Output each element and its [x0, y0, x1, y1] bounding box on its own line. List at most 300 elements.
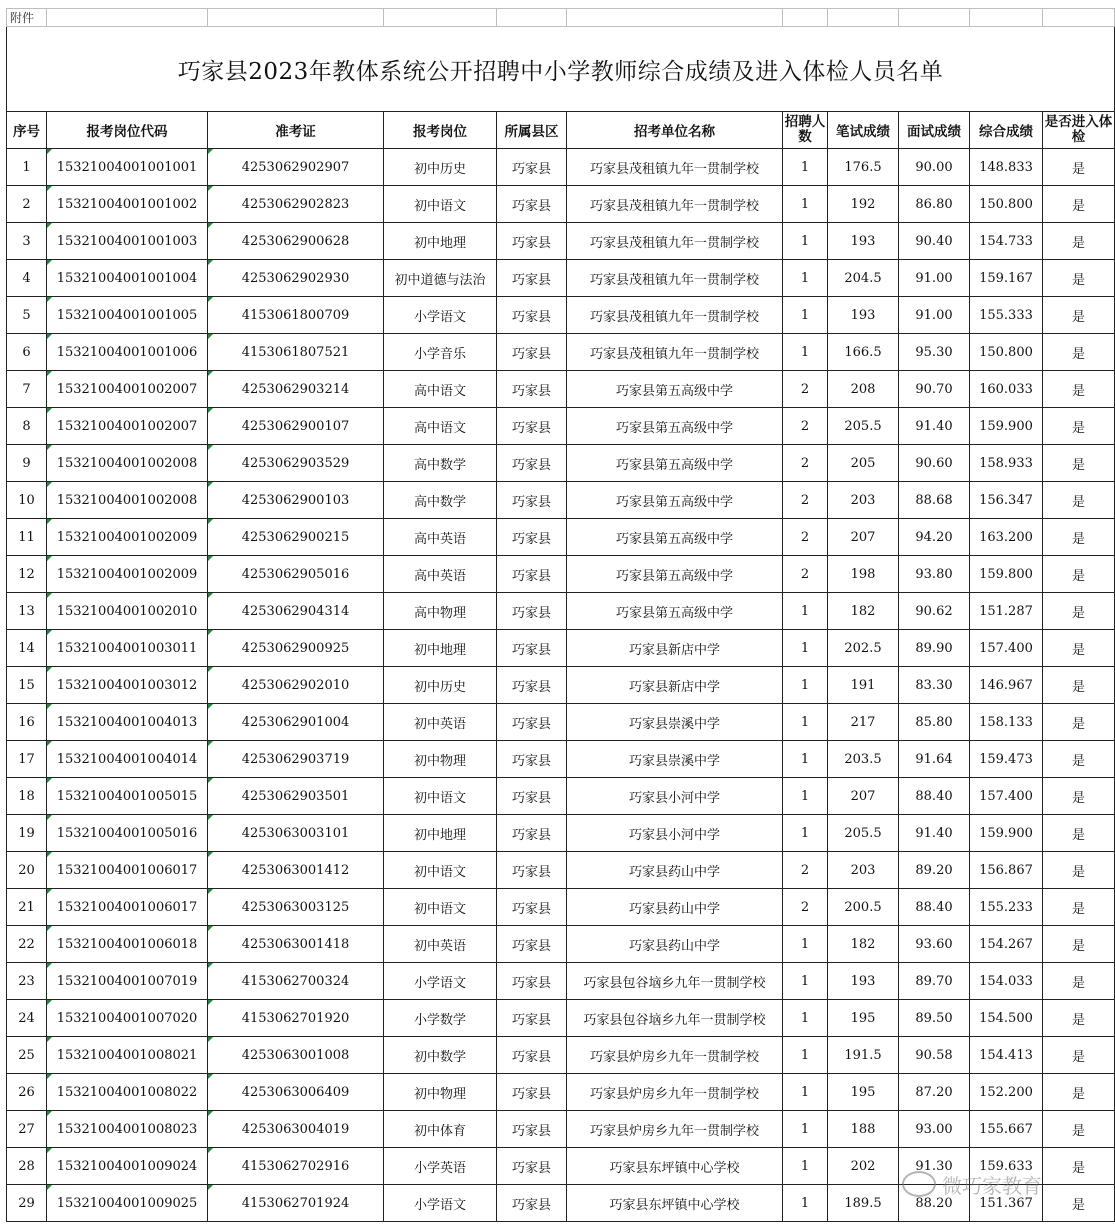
cell-ticket: 4253062903529 [208, 445, 384, 482]
cell-interview: 86.80 [899, 186, 970, 223]
cell-quota: 1 [783, 1000, 828, 1037]
cell-quota: 1 [783, 149, 828, 186]
cell-unit: 巧家县药山中学 [567, 926, 783, 963]
cell-unit: 巧家县第五高级中学 [567, 482, 783, 519]
cell-seq: 3 [7, 223, 47, 260]
cell-ticket: 4253062905016 [208, 556, 384, 593]
cell-unit: 巧家县包谷垴乡九年一贯制学校 [567, 1000, 783, 1037]
cell-interview: 88.20 [899, 1185, 970, 1222]
cell-post: 初中数学 [384, 1037, 497, 1074]
cell-written: 176.5 [828, 149, 899, 186]
cell-medical: 是 [1043, 667, 1115, 704]
cell-medical: 是 [1043, 1037, 1115, 1074]
cell-post-code: 15321004001001005 [47, 297, 208, 334]
table-row [7, 741, 1115, 778]
cell-ticket: 4253063003101 [208, 815, 384, 852]
cell-medical: 是 [1043, 630, 1115, 667]
cell-post: 初中体育 [384, 1111, 497, 1148]
cell-post: 初中物理 [384, 741, 497, 778]
cell-ticket: 4153062700324 [208, 963, 384, 1000]
cell-unit: 巧家县茂租镇九年一贯制学校 [567, 186, 783, 223]
cell-medical: 是 [1043, 778, 1115, 815]
cell-unit: 巧家县茂租镇九年一贯制学校 [567, 149, 783, 186]
cell-total: 157.400 [970, 778, 1043, 815]
cell-written: 193 [828, 963, 899, 1000]
cell-post-code: 15321004001006017 [47, 852, 208, 889]
cell-medical: 是 [1043, 926, 1115, 963]
cell-post: 高中英语 [384, 556, 497, 593]
cell-interview: 94.20 [899, 519, 970, 556]
cell-post: 初中地理 [384, 630, 497, 667]
cell-post-code: 15321004001002008 [47, 482, 208, 519]
cell-interview: 83.30 [899, 667, 970, 704]
cell-post-code: 15321004001003011 [47, 630, 208, 667]
cell-county: 巧家县 [497, 630, 567, 667]
table-row [7, 889, 1115, 926]
table-row [7, 704, 1115, 741]
cell-post-code: 15321004001005015 [47, 778, 208, 815]
cell-ticket: 4153061800709 [208, 297, 384, 334]
cell-ticket: 4153061807521 [208, 334, 384, 371]
cell-unit: 巧家县崇溪中学 [567, 704, 783, 741]
cell-quota: 2 [783, 371, 828, 408]
cell-post: 初中地理 [384, 223, 497, 260]
cell-medical: 是 [1043, 593, 1115, 630]
cell-interview: 89.90 [899, 630, 970, 667]
cell-post-code: 15321004001008022 [47, 1074, 208, 1111]
header-quota: 招聘人数 [783, 112, 828, 149]
cell-county: 巧家县 [497, 519, 567, 556]
cell-written: 182 [828, 926, 899, 963]
cell-interview: 89.20 [899, 852, 970, 889]
cell-unit: 巧家县东坪镇中心学校 [567, 1148, 783, 1185]
cell-post-code: 15321004001002010 [47, 593, 208, 630]
cell-interview: 91.00 [899, 260, 970, 297]
cell-seq: 11 [7, 519, 47, 556]
cell-post-code: 15321004001002007 [47, 408, 208, 445]
cell-written: 208 [828, 371, 899, 408]
cell-total: 148.833 [970, 149, 1043, 186]
cell-county: 巧家县 [497, 445, 567, 482]
cell-seq: 13 [7, 593, 47, 630]
cell-seq: 23 [7, 963, 47, 1000]
cell-county: 巧家县 [497, 149, 567, 186]
cell-post-code: 15321004001006017 [47, 889, 208, 926]
cell-seq: 7 [7, 371, 47, 408]
cell-interview: 90.60 [899, 445, 970, 482]
cell-county: 巧家县 [497, 778, 567, 815]
cell-total: 150.800 [970, 334, 1043, 371]
cell-ticket: 4253062900925 [208, 630, 384, 667]
cell-post: 小学英语 [384, 1148, 497, 1185]
cell-written: 182 [828, 593, 899, 630]
table-row [7, 334, 1115, 371]
cell-total: 154.733 [970, 223, 1043, 260]
cell-seq: 9 [7, 445, 47, 482]
cell-medical: 是 [1043, 852, 1115, 889]
cell-post: 小学语文 [384, 1185, 497, 1222]
cell-interview: 93.80 [899, 556, 970, 593]
cell-interview: 91.00 [899, 297, 970, 334]
cell-county: 巧家县 [497, 186, 567, 223]
cell-interview: 91.64 [899, 741, 970, 778]
cell-post-code: 15321004001002008 [47, 445, 208, 482]
cell-post-code: 15321004001002009 [47, 519, 208, 556]
cell-ticket: 4253062902930 [208, 260, 384, 297]
cell-post: 初中地理 [384, 815, 497, 852]
cell-post: 高中数学 [384, 445, 497, 482]
cell-unit: 巧家县茂租镇九年一贯制学校 [567, 260, 783, 297]
cell-post: 小学语文 [384, 963, 497, 1000]
cell-post-code: 15321004001001002 [47, 186, 208, 223]
cell-seq: 16 [7, 704, 47, 741]
cell-interview: 91.40 [899, 815, 970, 852]
cell-seq: 14 [7, 630, 47, 667]
cell-post: 初中语文 [384, 889, 497, 926]
cell-seq: 8 [7, 408, 47, 445]
table-row [7, 852, 1115, 889]
table-row [7, 1000, 1115, 1037]
cell-post: 初中物理 [384, 1074, 497, 1111]
cell-written: 193 [828, 297, 899, 334]
table-row [7, 1185, 1115, 1222]
cell-total: 159.900 [970, 408, 1043, 445]
cell-seq: 28 [7, 1148, 47, 1185]
header-row [7, 112, 1115, 149]
cell-post-code: 15321004001004014 [47, 741, 208, 778]
cell-interview: 85.80 [899, 704, 970, 741]
cell-unit: 巧家县茂租镇九年一贯制学校 [567, 297, 783, 334]
cell-quota: 1 [783, 186, 828, 223]
cell-written: 200.5 [828, 889, 899, 926]
cell-quota: 2 [783, 482, 828, 519]
cell-written: 191 [828, 667, 899, 704]
cell-seq: 2 [7, 186, 47, 223]
cell-quota: 1 [783, 1111, 828, 1148]
cell-total: 156.867 [970, 852, 1043, 889]
cell-quota: 1 [783, 593, 828, 630]
cell-interview: 91.40 [899, 408, 970, 445]
cell-seq: 27 [7, 1111, 47, 1148]
cell-written: 207 [828, 778, 899, 815]
table-row [7, 593, 1115, 630]
cell-seq: 17 [7, 741, 47, 778]
cell-ticket: 4253062903214 [208, 371, 384, 408]
cell-county: 巧家县 [497, 667, 567, 704]
header-seq: 序号 [7, 112, 47, 149]
cell-interview: 90.58 [899, 1037, 970, 1074]
cell-medical: 是 [1043, 186, 1115, 223]
cell-seq: 4 [7, 260, 47, 297]
cell-post-code: 15321004001009024 [47, 1148, 208, 1185]
cell-written: 166.5 [828, 334, 899, 371]
cell-post-code: 15321004001003012 [47, 667, 208, 704]
header-unit: 招考单位名称 [567, 112, 783, 149]
cell-seq: 29 [7, 1185, 47, 1222]
cell-medical: 是 [1043, 408, 1115, 445]
header-county: 所属县区 [497, 112, 567, 149]
cell-interview: 95.30 [899, 334, 970, 371]
table-row [7, 556, 1115, 593]
cell-post: 高中语文 [384, 371, 497, 408]
cell-county: 巧家县 [497, 1148, 567, 1185]
cell-post-code: 15321004001001004 [47, 260, 208, 297]
cell-post: 初中英语 [384, 704, 497, 741]
cell-quota: 1 [783, 223, 828, 260]
cell-quota: 1 [783, 704, 828, 741]
cell-written: 189.5 [828, 1185, 899, 1222]
table-row [7, 519, 1115, 556]
table-row [7, 371, 1115, 408]
table-row [7, 149, 1115, 186]
cell-total: 152.200 [970, 1074, 1043, 1111]
cell-seq: 26 [7, 1074, 47, 1111]
cell-medical: 是 [1043, 1074, 1115, 1111]
cell-ticket: 4253062904314 [208, 593, 384, 630]
cell-total: 155.233 [970, 889, 1043, 926]
cell-medical: 是 [1043, 889, 1115, 926]
table-row [7, 1148, 1115, 1185]
cell-county: 巧家县 [497, 1037, 567, 1074]
cell-total: 158.933 [970, 445, 1043, 482]
cell-post: 高中数学 [384, 482, 497, 519]
cell-unit: 巧家县第五高级中学 [567, 519, 783, 556]
cell-post: 初中语文 [384, 778, 497, 815]
cell-unit: 巧家县新店中学 [567, 630, 783, 667]
cell-post: 初中历史 [384, 667, 497, 704]
cell-county: 巧家县 [497, 815, 567, 852]
table-row [7, 1074, 1115, 1111]
cell-quota: 1 [783, 778, 828, 815]
cell-quota: 1 [783, 334, 828, 371]
header-post-code: 报考岗位代码 [47, 112, 208, 149]
cell-unit: 巧家县第五高级中学 [567, 556, 783, 593]
spreadsheet [6, 8, 1113, 1222]
cell-quota: 1 [783, 1185, 828, 1222]
cell-county: 巧家县 [497, 852, 567, 889]
cell-county: 巧家县 [497, 1185, 567, 1222]
cell-seq: 20 [7, 852, 47, 889]
cell-county: 巧家县 [497, 556, 567, 593]
cell-unit: 巧家县小河中学 [567, 778, 783, 815]
table-row [7, 260, 1115, 297]
header-ticket: 准考证 [208, 112, 384, 149]
cell-medical: 是 [1043, 1111, 1115, 1148]
cell-written: 205.5 [828, 815, 899, 852]
cell-unit: 巧家县茂租镇九年一贯制学校 [567, 223, 783, 260]
cell-quota: 2 [783, 408, 828, 445]
cell-medical: 是 [1043, 260, 1115, 297]
cell-total: 156.347 [970, 482, 1043, 519]
cell-medical: 是 [1043, 149, 1115, 186]
cell-post-code: 15321004001001006 [47, 334, 208, 371]
cell-unit: 巧家县炉房乡九年一贯制学校 [567, 1111, 783, 1148]
cell-post-code: 15321004001006018 [47, 926, 208, 963]
cell-post: 小学音乐 [384, 334, 497, 371]
cell-quota: 1 [783, 260, 828, 297]
table-row [7, 667, 1115, 704]
cell-written: 195 [828, 1074, 899, 1111]
cell-quota: 1 [783, 1074, 828, 1111]
cell-unit: 巧家县药山中学 [567, 889, 783, 926]
cell-ticket: 4253063006409 [208, 1074, 384, 1111]
cell-quota: 2 [783, 445, 828, 482]
cell-written: 205.5 [828, 408, 899, 445]
cell-post: 初中道德与法治 [384, 260, 497, 297]
cell-written: 191.5 [828, 1037, 899, 1074]
cell-county: 巧家县 [497, 297, 567, 334]
cell-unit: 巧家县包谷垴乡九年一贯制学校 [567, 963, 783, 1000]
cell-post-code: 15321004001002009 [47, 556, 208, 593]
cell-seq: 12 [7, 556, 47, 593]
cell-medical: 是 [1043, 1148, 1115, 1185]
cell-post: 初中英语 [384, 926, 497, 963]
cell-quota: 2 [783, 852, 828, 889]
cell-total: 159.633 [970, 1148, 1043, 1185]
cell-unit: 巧家县东坪镇中心学校 [567, 1185, 783, 1222]
cell-post-code: 15321004001008021 [47, 1037, 208, 1074]
cell-unit: 巧家县炉房乡九年一贯制学校 [567, 1074, 783, 1111]
cell-quota: 1 [783, 963, 828, 1000]
cell-total: 157.400 [970, 630, 1043, 667]
cell-quota: 2 [783, 556, 828, 593]
watermark-text: 微巧家教育 [942, 1174, 1042, 1198]
cell-written: 198 [828, 556, 899, 593]
cell-medical: 是 [1043, 297, 1115, 334]
cell-medical: 是 [1043, 815, 1115, 852]
cell-county: 巧家县 [497, 408, 567, 445]
table-row [7, 408, 1115, 445]
table-body [7, 149, 1115, 1222]
cell-county: 巧家县 [497, 371, 567, 408]
cell-total: 159.473 [970, 741, 1043, 778]
table-row [7, 482, 1115, 519]
cell-post-code: 15321004001009025 [47, 1185, 208, 1222]
cell-medical: 是 [1043, 223, 1115, 260]
header-total: 综合成绩 [970, 112, 1043, 149]
cell-written: 203.5 [828, 741, 899, 778]
cell-interview: 93.00 [899, 1111, 970, 1148]
cell-ticket: 4253063001008 [208, 1037, 384, 1074]
cell-medical: 是 [1043, 1000, 1115, 1037]
cell-interview: 88.40 [899, 889, 970, 926]
cell-post-code: 15321004001004013 [47, 704, 208, 741]
header-written: 笔试成绩 [828, 112, 899, 149]
cell-county: 巧家县 [497, 593, 567, 630]
page-title: 巧家县2023年教体系统公开招聘中小学教师综合成绩及进入体检人员名单 [7, 27, 1115, 112]
cell-medical: 是 [1043, 334, 1115, 371]
cell-county: 巧家县 [497, 963, 567, 1000]
cell-ticket: 4253062902823 [208, 186, 384, 223]
cell-unit: 巧家县第五高级中学 [567, 445, 783, 482]
cell-unit: 巧家县第五高级中学 [567, 593, 783, 630]
cell-county: 巧家县 [497, 926, 567, 963]
cell-seq: 24 [7, 1000, 47, 1037]
cell-written: 217 [828, 704, 899, 741]
cell-total: 146.967 [970, 667, 1043, 704]
cell-written: 205 [828, 445, 899, 482]
cell-written: 192 [828, 186, 899, 223]
cell-total: 160.033 [970, 371, 1043, 408]
cell-interview: 90.40 [899, 223, 970, 260]
cell-post: 高中物理 [384, 593, 497, 630]
cell-county: 巧家县 [497, 260, 567, 297]
table-row [7, 1037, 1115, 1074]
cell-written: 202.5 [828, 630, 899, 667]
cell-total: 159.800 [970, 556, 1043, 593]
cell-post: 小学语文 [384, 297, 497, 334]
cell-written: 193 [828, 223, 899, 260]
cell-total: 151.367 [970, 1185, 1043, 1222]
title-row [7, 27, 1115, 112]
cell-written: 195 [828, 1000, 899, 1037]
cell-total: 155.333 [970, 297, 1043, 334]
table-row [7, 778, 1115, 815]
cell-post: 初中语文 [384, 852, 497, 889]
cell-medical: 是 [1043, 556, 1115, 593]
cell-seq: 19 [7, 815, 47, 852]
cell-total: 155.667 [970, 1111, 1043, 1148]
table-row [7, 1111, 1115, 1148]
table-row [7, 963, 1115, 1000]
cell-quota: 1 [783, 630, 828, 667]
cell-seq: 10 [7, 482, 47, 519]
cell-ticket: 4153062702916 [208, 1148, 384, 1185]
cell-post: 高中英语 [384, 519, 497, 556]
cell-quota: 1 [783, 741, 828, 778]
cell-post-code: 15321004001005016 [47, 815, 208, 852]
cell-post-code: 15321004001001003 [47, 223, 208, 260]
cell-written: 203 [828, 852, 899, 889]
table-row [7, 186, 1115, 223]
cell-total: 151.287 [970, 593, 1043, 630]
cell-medical: 是 [1043, 371, 1115, 408]
cell-post-code: 15321004001001001 [47, 149, 208, 186]
attachment-label: 附件 [7, 9, 47, 27]
table-row [7, 445, 1115, 482]
header-post: 报考岗位 [384, 112, 497, 149]
cell-ticket: 4253062902907 [208, 149, 384, 186]
cell-medical: 是 [1043, 482, 1115, 519]
cell-total: 154.267 [970, 926, 1043, 963]
cell-interview: 89.70 [899, 963, 970, 1000]
cell-written: 204.5 [828, 260, 899, 297]
cell-quota: 1 [783, 815, 828, 852]
cell-county: 巧家县 [497, 1111, 567, 1148]
cell-post: 小学数学 [384, 1000, 497, 1037]
header-medical: 是否进入体检 [1043, 112, 1115, 149]
cell-seq: 15 [7, 667, 47, 704]
cell-seq: 5 [7, 297, 47, 334]
cell-ticket: 4253062901004 [208, 704, 384, 741]
cell-quota: 1 [783, 667, 828, 704]
cell-ticket: 4153062701920 [208, 1000, 384, 1037]
cell-seq: 25 [7, 1037, 47, 1074]
cell-total: 154.500 [970, 1000, 1043, 1037]
cell-ticket: 4253062903501 [208, 778, 384, 815]
cell-post: 初中历史 [384, 149, 497, 186]
cell-interview: 89.50 [899, 1000, 970, 1037]
cell-quota: 1 [783, 1037, 828, 1074]
cell-ticket: 4253062902010 [208, 667, 384, 704]
cell-seq: 22 [7, 926, 47, 963]
cell-written: 202 [828, 1148, 899, 1185]
cell-medical: 是 [1043, 963, 1115, 1000]
cell-county: 巧家县 [497, 704, 567, 741]
table-row [7, 297, 1115, 334]
cell-unit: 巧家县第五高级中学 [567, 408, 783, 445]
cell-interview: 90.70 [899, 371, 970, 408]
